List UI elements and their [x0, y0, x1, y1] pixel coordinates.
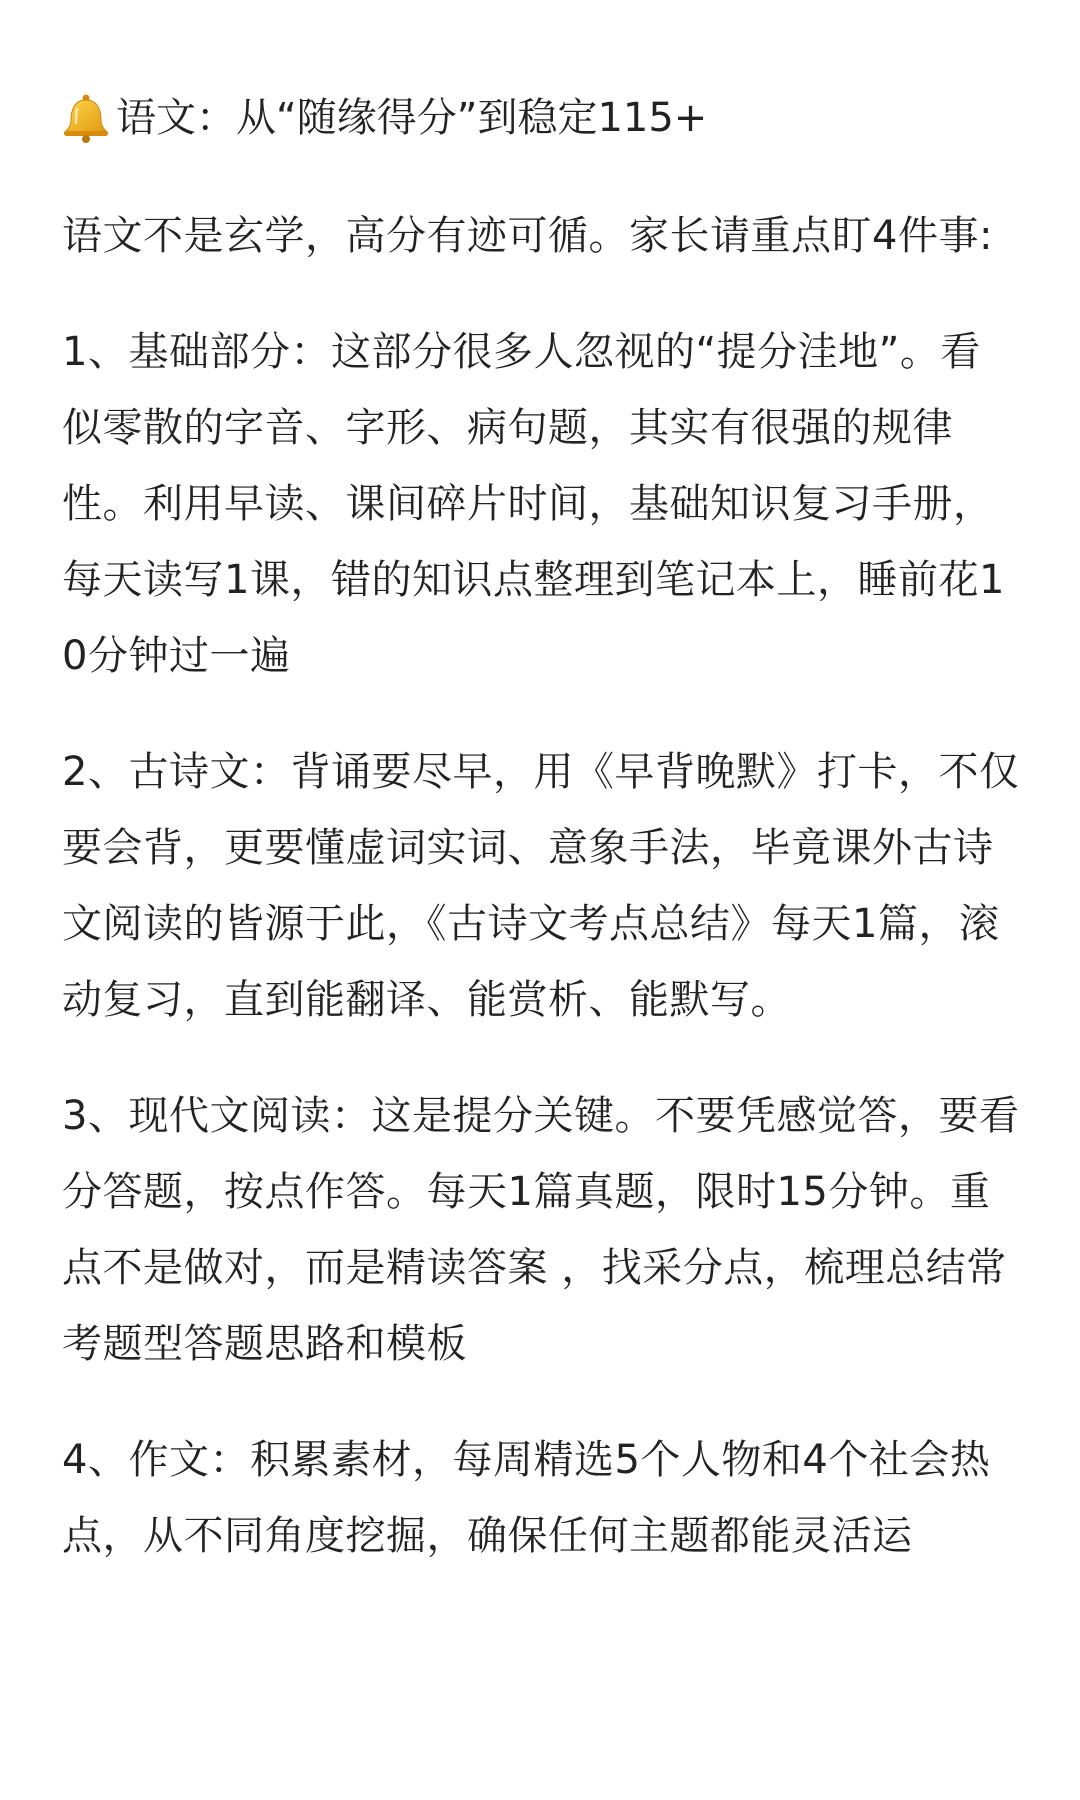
tip-composition: 4、作文：积累素材，每周精选5个人物和4个社会热点，从不同角度挖掘，确保任何主题都能灵活运 [62, 1437, 991, 1559]
bell-icon [62, 93, 110, 143]
tip-classical-poetry: 2、古诗文：背诵要尽早，用《早背晚默》打卡，不仅要会背，更要懂虚词实词、意象手法，毕竟课外古诗文阅读的皆源于此，《古诗文考点总结》每天1篇，滚动复习，直到能翻译、能赏析、能默写。 [62, 749, 1020, 1023]
section-title: 语文：从“随缘得分”到稳定115+ [116, 95, 708, 141]
tip-modern-reading: 3、现代文阅读：这是提分关键。不要凭感觉答，要看分答题，按点作答。每天1篇真题，限时15分钟。重点不是做对，而是精读答案 ，找采分点，梳理总结常考题型答题思路和模板 [62, 1093, 1020, 1367]
intro-paragraph: 语文不是玄学，高分有迹可循。家长请重点盯4件事: [62, 213, 993, 259]
tip-basics: 1、基础部分：这部分很多人忽视的“提分洼地”。看似零散的字音、字形、病句题，其实有很强的规律性。利用早读、课间碎片时间，基础知识复习手册，每天读写1课，错的知识点整理到笔记本上，睡前花10分钟过一遍 [62, 329, 1005, 679]
section-heading [62, 88, 1020, 148]
